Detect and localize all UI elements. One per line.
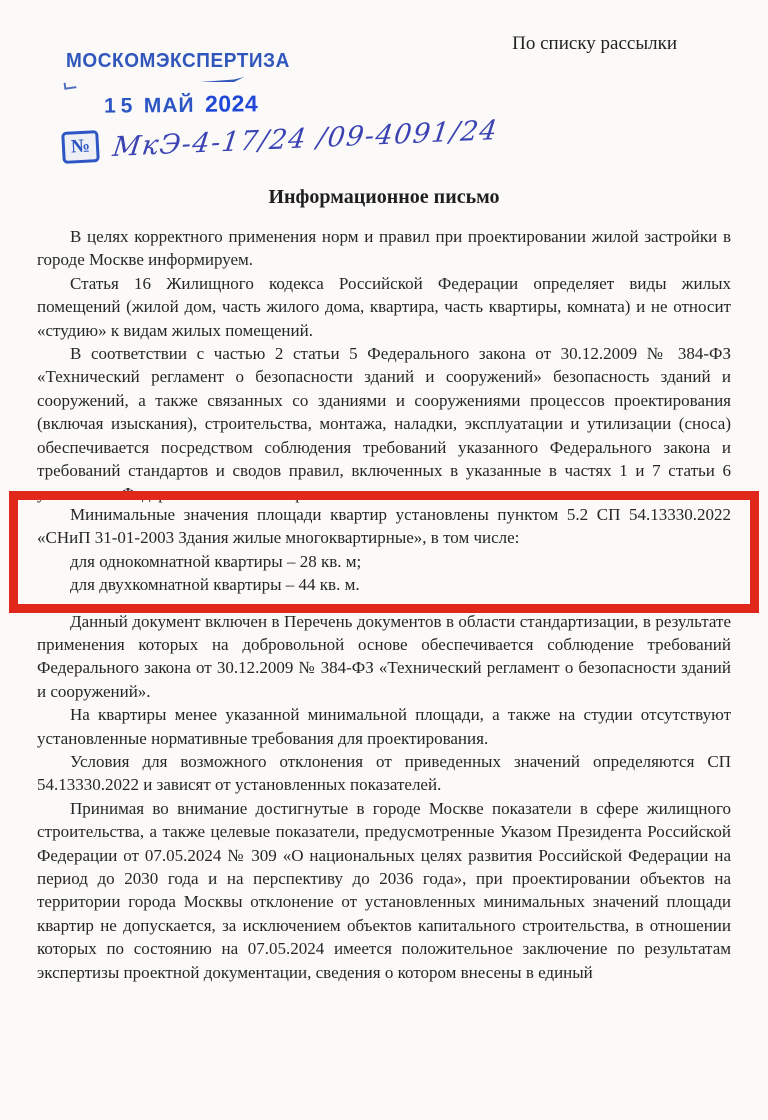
org-name-stamp: МОСКОМЭКСПЕРТИЗА xyxy=(66,50,290,72)
number-sign-stamp-icon: № xyxy=(61,130,100,164)
registration-number-row xyxy=(62,114,501,163)
date-stamp xyxy=(104,90,258,118)
highlight-item-two-room: для двухкомнатной квартиры – 44 кв. м. xyxy=(70,575,360,595)
highlight-item-one-room: для однокомнатной квартиры – 28 кв. м; xyxy=(70,551,362,571)
date-stamp-year: 2024 xyxy=(204,90,259,117)
paragraph: Данный документ включен в Перечень документов в области стандартизации, в результате применения которых на добровольной основе обеспечивается соблюдение требований Федерального закона от 30.12.2009 № 384-ФЗ «Технический регламент о безопасности зданий и сооружений». xyxy=(37,611,731,701)
paragraph: Условия для возможного отклонения от приведенных значений определяются СП 54.13330.2022 и зависят от установленных показателей. xyxy=(37,751,731,795)
red-highlight-box xyxy=(9,491,759,613)
paragraph: В целях корректного применения норм и правил при проектировании жилой застройки в городе Москве информируем. xyxy=(37,227,731,270)
highlight-intro-paragraph: Минимальные значения площади квартир установлены пунктом 5.2 СП 54.13330.2022 «СНиП 31-01-2003 Здания жилые многоквартирные», в том числе: xyxy=(37,504,731,548)
date-stamp-day: 15 xyxy=(103,94,138,118)
paragraph: В соответствии с частью 2 статьи 5 Федерального закона от 30.12.2009 № 384-ФЗ «Технический регламент о безопасности зданий и сооружений» безопасность зданий и сооружений, а также связанных со зданиями и сооружениями процессов проектирования (включая изыскания), строительства, монтажа, наладки, эксплуатации и утилизации (сноса) обеспечивается посредством соблюдения требований указанного Федерального закона и требований стандартов и сводов правил, включенных в указанные в частях 1 и 7 статьи 6 указанного Федерального закона перечни. xyxy=(37,344,731,504)
stamp-tick-mark-icon xyxy=(64,81,77,90)
letter-header xyxy=(0,0,768,186)
stamp-flourish-icon xyxy=(200,76,246,84)
paragraph: Принимая во внимание достигнутые в городе Москве показатели в сфере жилищного строительства, а также целевые показатели, предусмотренные Указом Президента Российской Федерации от 07.05.2024 № 309 «О национальных целях развития Российской Федерации на период до 2030 года и на перспективу до 2036 года», при проектировании объектов на территории города Москвы отклонение от установленных минимальных значений площади квартир не допускается, за исключением объектов капитального строительства, в отношении которых по состоянию на 07.05.2024 имеется положительное заключение по результатам экспертизы проектной документации, сведения о котором внесены в единый xyxy=(37,798,731,982)
distribution-note: По списку рассылки xyxy=(512,33,677,54)
paragraph: Статья 16 Жилищного кодекса Российской Федерации определяет виды жилых помещений (жилой дом, часть жилого дома, квартира, часть квартиры, комната) и не относит «студию» к видам жилых помещений. xyxy=(37,273,731,340)
paragraph: На квартиры менее указанной минимальной площади, а также на студии отсутствуют установленные нормативные требования для проектирования. xyxy=(37,705,731,748)
handwritten-registration-number: МкЭ-4-17/24 /09-4091/24 xyxy=(111,114,501,163)
date-stamp-month: МАЙ xyxy=(143,93,195,118)
letter-body xyxy=(0,225,768,984)
document-title: Информационное письмо xyxy=(268,186,500,208)
